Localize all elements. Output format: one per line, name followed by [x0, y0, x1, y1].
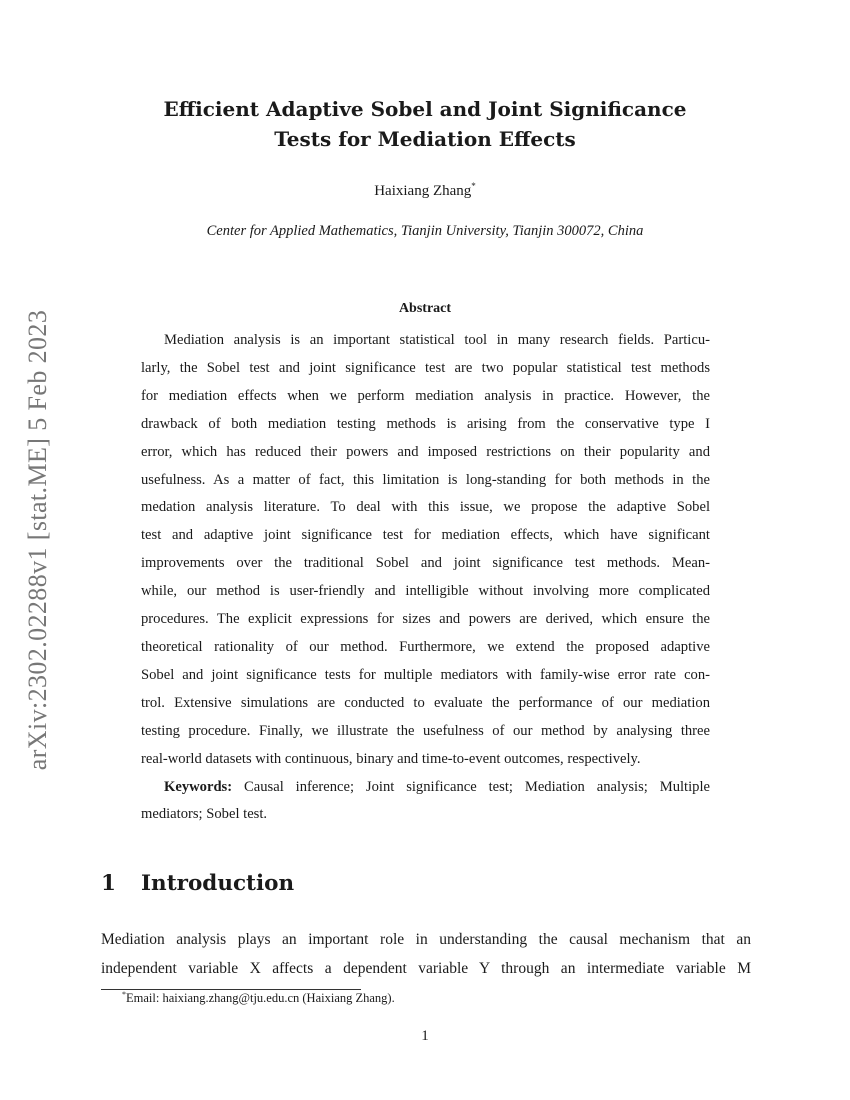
author-footnote-mark: *	[471, 181, 476, 191]
section-number: 1	[101, 871, 116, 896]
abstract-line: error, which has reduced their powers and imposed restrictions on their popularity and	[141, 443, 710, 460]
abstract-line: testing procedure. Finally, we illustrate the usefulness of our method by analysing three	[141, 722, 710, 739]
abstract-line: Sobel and joint significance tests for multiple mediators with family-wise error rate con-	[141, 666, 710, 683]
keywords-label: Keywords:	[164, 778, 233, 795]
keywords-line	[141, 774, 710, 802]
introduction-body	[101, 925, 751, 983]
abstract-line: test and adaptive joint significance test for mediation effects, which have significant	[141, 527, 710, 544]
abstract-line: procedures. The explicit expressions for sizes and powers are derived, which ensure the	[141, 611, 710, 628]
footnote-mark: *	[122, 990, 126, 999]
keywords-text: Causal inference; Joint significance test; Mediation analysis; Multiple	[244, 778, 710, 795]
abstract-line: real-world datasets with continuous, binary and time-to-event outcomes, respectively.	[141, 750, 641, 767]
abstract-line: larly, the Sobel test and joint significance test are two popular statistical test methods	[141, 359, 710, 376]
page-number: 1	[421, 1028, 429, 1044]
paper-title	[0, 94, 850, 154]
abstract-line: usefulness. As a matter of fact, this limitation is long-standing for both methods in the	[141, 471, 710, 488]
title-line-1: Efficient Adaptive Sobel and Joint Significance	[163, 97, 687, 121]
abstract-line: theoretical rationality of our method. Furthermore, we extend the proposed adaptive	[141, 638, 710, 655]
keywords-line-continued: mediators; Sobel test.	[141, 806, 268, 823]
section-heading	[101, 871, 294, 896]
section-title: Introduction	[141, 871, 295, 896]
footnote-text: Email: haixiang.zhang@tju.edu.cn (Haixiang Zhang).	[126, 991, 395, 1006]
arxiv-identifier: arXiv:2302.02288v1 [stat.ME] 5 Feb 2023	[23, 309, 52, 771]
abstract-line: trol. Extensive simulations are conducted to evaluate the performance of our mediation	[141, 694, 710, 711]
title-line-2: Tests for Mediation Effects	[274, 127, 576, 151]
abstract-line: drawback of both mediation testing methods is arising from the conservative type I	[141, 415, 710, 432]
abstract-line: improvements over the traditional Sobel and joint significance test methods. Mean-	[141, 555, 710, 572]
body-line: independent variable X affects a dependent variable Y through an intermediate variable M	[101, 960, 751, 977]
abstract-heading: Abstract	[398, 301, 452, 316]
abstract-line: while, our method is user-friendly and intelligible without involving more complicated	[141, 583, 710, 600]
abstract-line: for mediation effects when we perform mediation analysis in practice. However, the	[141, 387, 710, 404]
footnote	[122, 990, 395, 1006]
abstract-line: Mediation analysis is an important statistical tool in many research fields. Particu-	[164, 332, 710, 348]
abstract-line: medation analysis literature. To deal with this issue, we propose the adaptive Sobel	[141, 499, 710, 516]
author-affiliation: Center for Applied Mathematics, Tianjin University, Tianjin 300072, China	[206, 223, 644, 239]
abstract-body	[141, 327, 710, 829]
body-line: Mediation analysis plays an important role in understanding the causal mechanism that an	[101, 931, 751, 948]
author-name: Haixiang Zhang*	[374, 181, 476, 199]
